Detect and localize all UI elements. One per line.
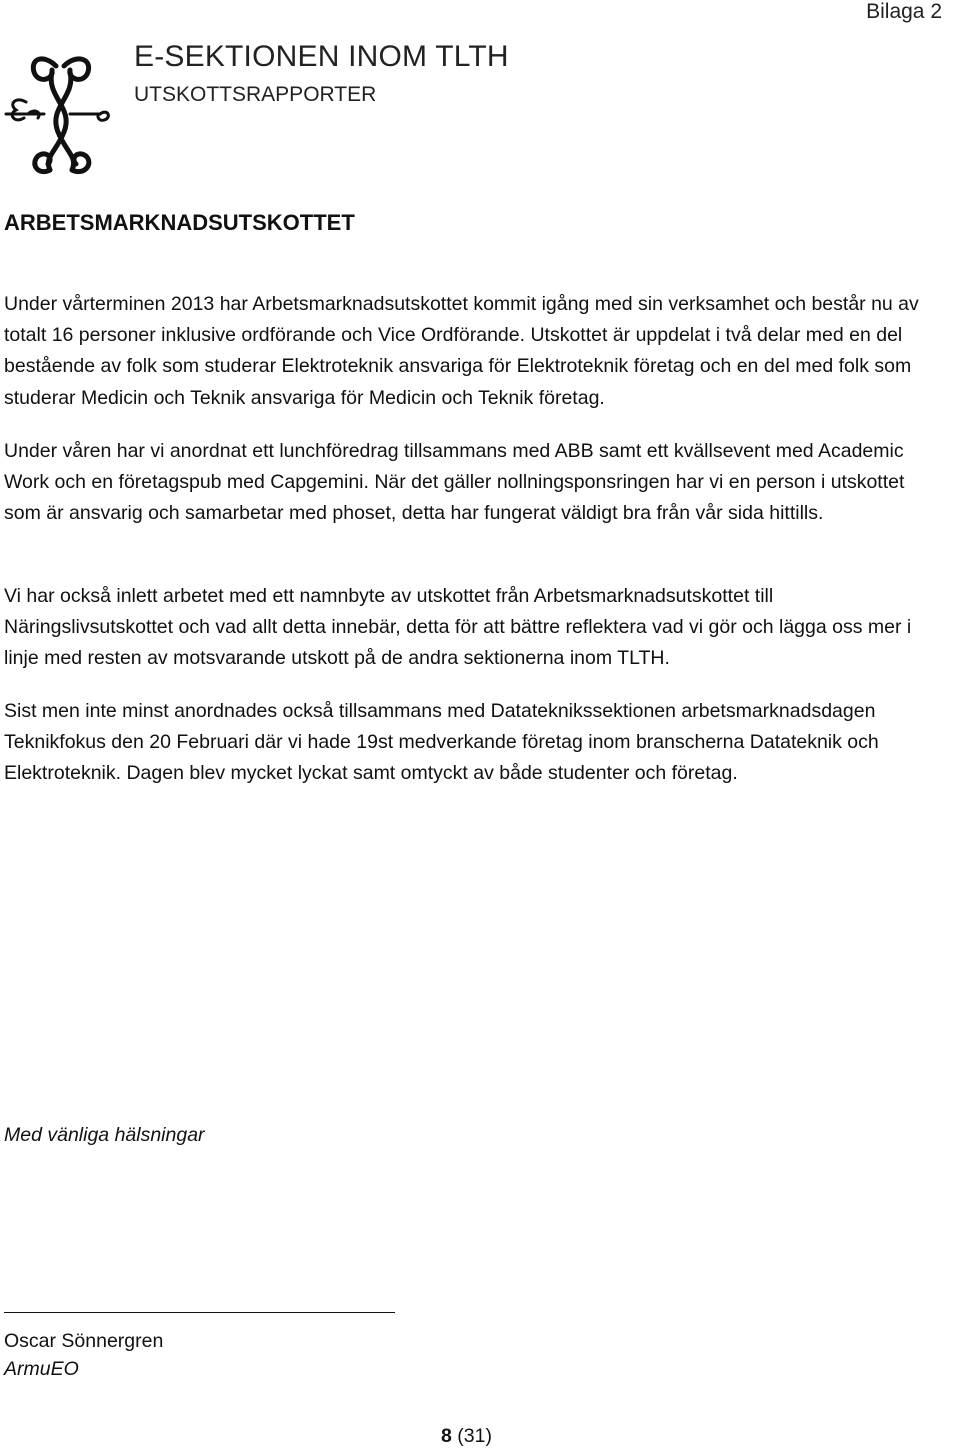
- e-section-monogram-icon: [4, 52, 114, 177]
- closing-greeting: Med vänliga hälsningar: [4, 1124, 205, 1146]
- body-paragraph: Sist men inte minst anordnades också tillsammans med Datateknikssektionen arbetsmarknadsdagen Teknikfokus den 20 Februari där vi hade 19st medverkande företag inom branscherna Datateknik och Elektroteknik. Dagen blev mycket lyckat samt omtyckt av både studenter och företag.: [4, 700, 879, 785]
- signature-name: Oscar Sönnergren: [4, 1330, 164, 1352]
- section-heading: ARBETSMARKNADSUTSKOTTET: [4, 210, 355, 235]
- page-total: (31): [457, 1425, 492, 1447]
- page-number: [441, 1425, 492, 1448]
- document-type: UTSKOTTSRAPPORTER: [134, 83, 377, 106]
- page-current: 8: [441, 1425, 452, 1447]
- organization-title: E-SEKTIONEN INOM TLTH: [134, 40, 509, 73]
- body-paragraph: Under våren har vi anordnat ett lunchföredrag tillsammans med ABB samt ett kvällsevent med Academic Work och en företagspub med Capgemini. När det gäller nollningsponsringen har vi en person i utskottet som är ansvarig och samarbetar med phoset, detta har fungerat väldigt bra från vår sida hittills.: [4, 440, 905, 525]
- signature-role: ArmuEO: [4, 1358, 79, 1380]
- body-paragraph: Vi har också inlett arbetet med ett namnbyte av utskottet från Arbetsmarknadsutskottet till Näringslivsutskottet och vad allt detta innebär, detta för att bättre reflektera vad vi gör och lägga oss mer i linje med resten av motsvarande utskott på de andra sektionerna inom TLTH.: [4, 585, 912, 670]
- body-paragraph: Under vårterminen 2013 har Arbetsmarknadsutskottet kommit igång med sin verksamhet och består nu av totalt 16 personer inklusive ordförande och Vice Ordförande. Utskottet är uppdelat i två delar med en del bestående av folk som studerar Elektroteknik ansvariga för Elektroteknik företag och en del med folk som studerar Medicin och Teknik ansvariga för Medicin och Teknik företag.: [4, 293, 919, 409]
- signature-line: [4, 1312, 395, 1313]
- annex-label: Bilaga 2: [866, 0, 942, 23]
